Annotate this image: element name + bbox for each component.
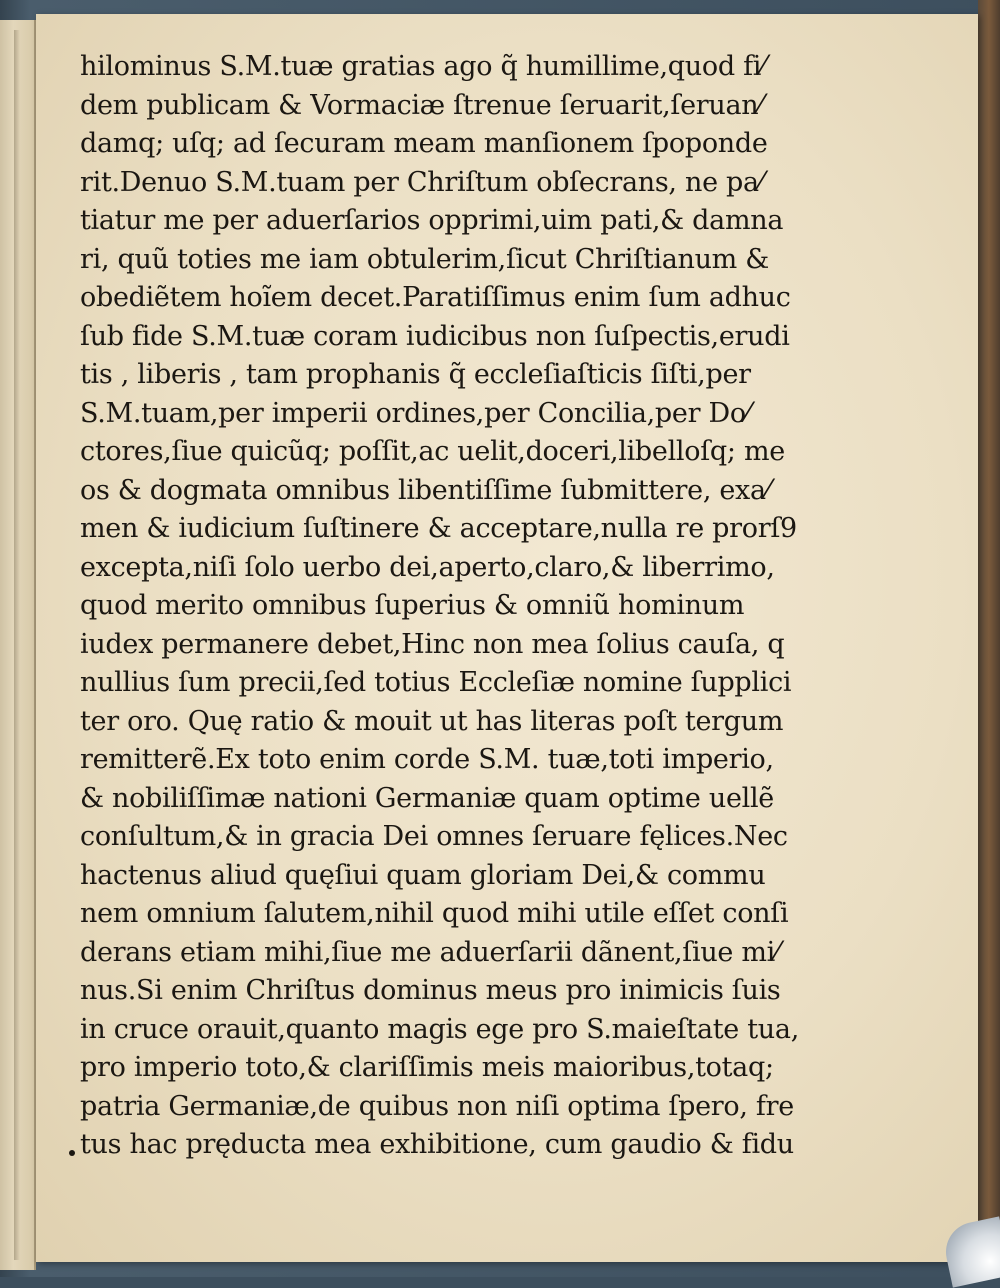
page-text bbox=[80, 48, 799, 1165]
text-line: rit.Denuo S.M.tuam per Chriſtum obſecrans, ne pa⁄ bbox=[80, 166, 764, 198]
text-line: ri, quũ toties me iam obtulerim,ſicut Chriſtianum & bbox=[80, 243, 769, 275]
text-line: ſub fide S.M.tuæ coram iudicibus non ſuſpectis,erudi bbox=[80, 320, 790, 352]
text-line: obediẽtem hoĩem decet.Paratiſſimus enim ſum adhuc bbox=[80, 282, 791, 313]
text-line: ctores,ſiue quicũq; poſſit,ac uelit,doceri,libelloſq; me bbox=[80, 436, 785, 467]
text-line: nus.Si enim Chriſtus dominus meus pro inimicis ſuis bbox=[80, 975, 781, 1006]
right-cover-edge bbox=[978, 0, 1000, 1277]
text-line: hactenus aliud quęſiui quam gloriam Dei,& commu bbox=[80, 859, 766, 891]
text-line: conſultum,& in gracia Dei omnes ſeruare fęlices.Nec bbox=[80, 821, 788, 852]
text-line: in cruce orauit,quanto magis ege pro S.maieſtate tua, bbox=[80, 1013, 799, 1045]
text-line: & nobiliſſimæ nationi Germaniæ quam optime uellẽ bbox=[80, 782, 774, 814]
text-line: nem omnium ſalutem,nihil quod mihi utile eſſet conſi bbox=[80, 898, 789, 929]
text-line: derans etiam mihi,ſiue me aduerſarii dãnent,ſiue mi⁄ bbox=[80, 936, 780, 968]
text-line: men & iudicium ſuſtinere & acceptare,nulla re prorſ9 bbox=[80, 513, 797, 544]
text-line: tiatur me per aduerſarios opprimi,uim pati,& damna bbox=[80, 205, 784, 236]
text-line: excepta,niſi ſolo uerbo dei,aperto,claro,& liberrimo, bbox=[80, 551, 775, 583]
text-line: damq; uſq; ad ſecuram meam manſionem ſpoponde bbox=[80, 128, 768, 159]
ink-dot bbox=[69, 1150, 75, 1156]
book-page bbox=[36, 14, 978, 1262]
text-line: iudex permanere debet,Hinc non mea ſolius cauſa, q bbox=[80, 628, 785, 660]
text-line: tus hac pręducta mea exhibitione, cum gaudio & fidu bbox=[80, 1129, 794, 1160]
text-line: hilominus S.M.tuæ gratias ago q̃ humillime,quod fi⁄ bbox=[80, 51, 766, 82]
binding-shadow bbox=[14, 30, 20, 1260]
text-line: ter oro. Quę ratio & mouit ut has literas poſt tergum bbox=[80, 705, 784, 737]
text-line: os & dogmata omnibus libentiſſime ſubmittere, exa⁄ bbox=[80, 474, 770, 506]
text-line: pro imperio toto,& clariſſimis meis maioribus,totaq; bbox=[80, 1052, 774, 1083]
text-line: quod merito omnibus ſuperius & omniũ hominum bbox=[80, 590, 745, 621]
text-line: S.M.tuam,per imperii ordines,per Concilia,per Do⁄ bbox=[80, 397, 750, 429]
text-line: tis , liberis , tam prophanis q̃ eccleſiaſticis ſiſti,per bbox=[80, 359, 751, 390]
text-line: dem publicam & Vormaciæ ſtrenue ſeruarit,ſeruan⁄ bbox=[80, 89, 763, 121]
text-line: remitterẽ.Ex toto enim corde S.M. tuæ,toti imperio, bbox=[80, 744, 774, 775]
text-line: patria Germaniæ,de quibus non niſi optima ſpero, fre bbox=[80, 1090, 794, 1122]
text-line: nullius ſum precii,ſed totius Eccleſiæ nomine ſupplici bbox=[80, 667, 792, 698]
